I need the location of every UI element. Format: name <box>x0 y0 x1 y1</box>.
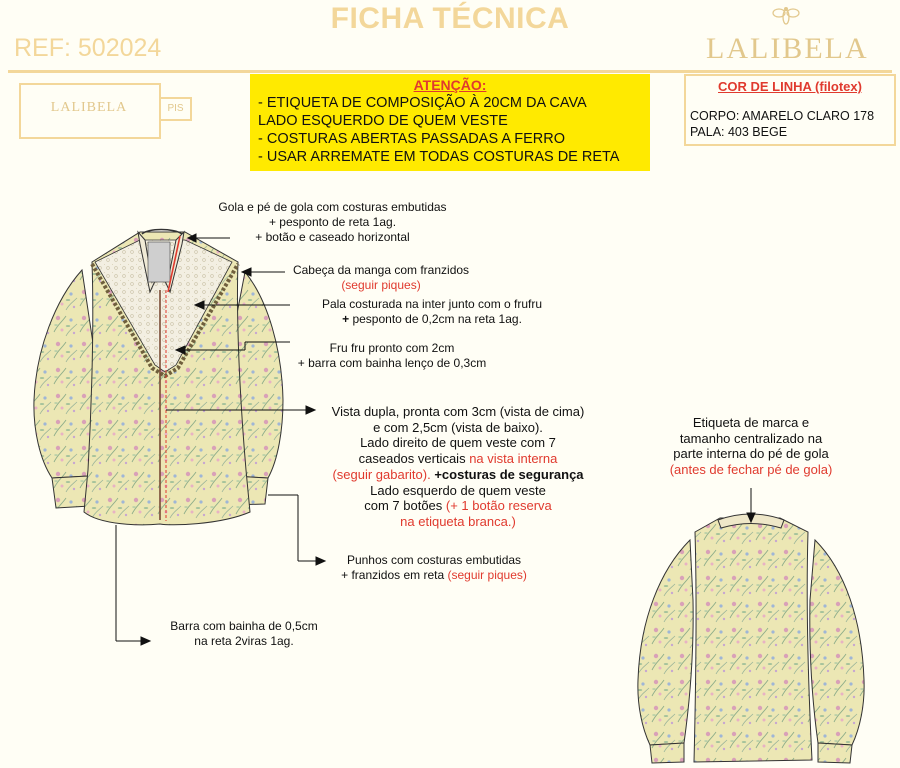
collar-note: Gola e pé de gola com costuras embutidas + pesponto de reta 1ag. + botão e caseado horizontal <box>218 200 447 244</box>
brand-logo: LALIBELA <box>706 32 869 65</box>
brand-label-note: Etiqueta de marca e tamanho centralizado na parte interna do pé de gola (antes de fechar pé de gola) <box>669 415 833 478</box>
warning-line: - USAR ARREMATE EM TODAS COSTURAS DE RETA <box>258 149 620 165</box>
yoke-note: Pala costurada na inter junto com o frufru + pesponto de 0,2cm na reta 1ag. <box>321 297 543 326</box>
sleeve-head-note: Cabeça da manga com franzidos (seguir piques) <box>292 263 470 292</box>
frill-note: Fru fru pronto com 2cm + barra com bainha lenço de 0,3cm <box>297 341 487 370</box>
warning-line: LADO ESQUERDO DE QUEM VESTE <box>258 113 508 129</box>
hem-note: Barra com bainha de 0,5cm na reta 2viras 1ag. <box>170 619 318 648</box>
back-blouse-drawing <box>638 514 864 763</box>
thread-color-line: PALA: 403 BEGE <box>690 125 788 139</box>
thread-color-line: CORPO: AMARELO CLARO 178 <box>690 109 875 123</box>
warning-title: ATENÇÃO: <box>413 77 487 93</box>
page-title: FICHA TÉCNICA <box>330 2 570 35</box>
pis-tag: PIS <box>159 97 192 121</box>
thread-color-title: COR DE LINHA (filotex) <box>718 79 862 94</box>
label-tag-text: LALIBELA <box>50 100 128 115</box>
reference-code: REF: 502024 <box>14 34 162 62</box>
warning-line: - COSTURAS ABERTAS PASSADAS A FERRO <box>258 131 565 147</box>
cuff-note: Punhos com costuras embutidas + franzidos em reta (seguir piques) <box>341 553 527 582</box>
warning-line: - ETIQUETA DE COMPOSIÇÃO À 20CM DA CAVA <box>258 95 587 111</box>
placket-note: Vista dupla, pronta com 3cm (vista de cima) e com 2,5cm (vista de baixo). Lado direito de quem veste com 7 caseados verticais na vista interna (seguir gabarito). +costuras de segurança Lado esquerdo de quem veste com 7 botões (+ 1 botão reserva na etiqueta branca.) <box>331 404 585 529</box>
